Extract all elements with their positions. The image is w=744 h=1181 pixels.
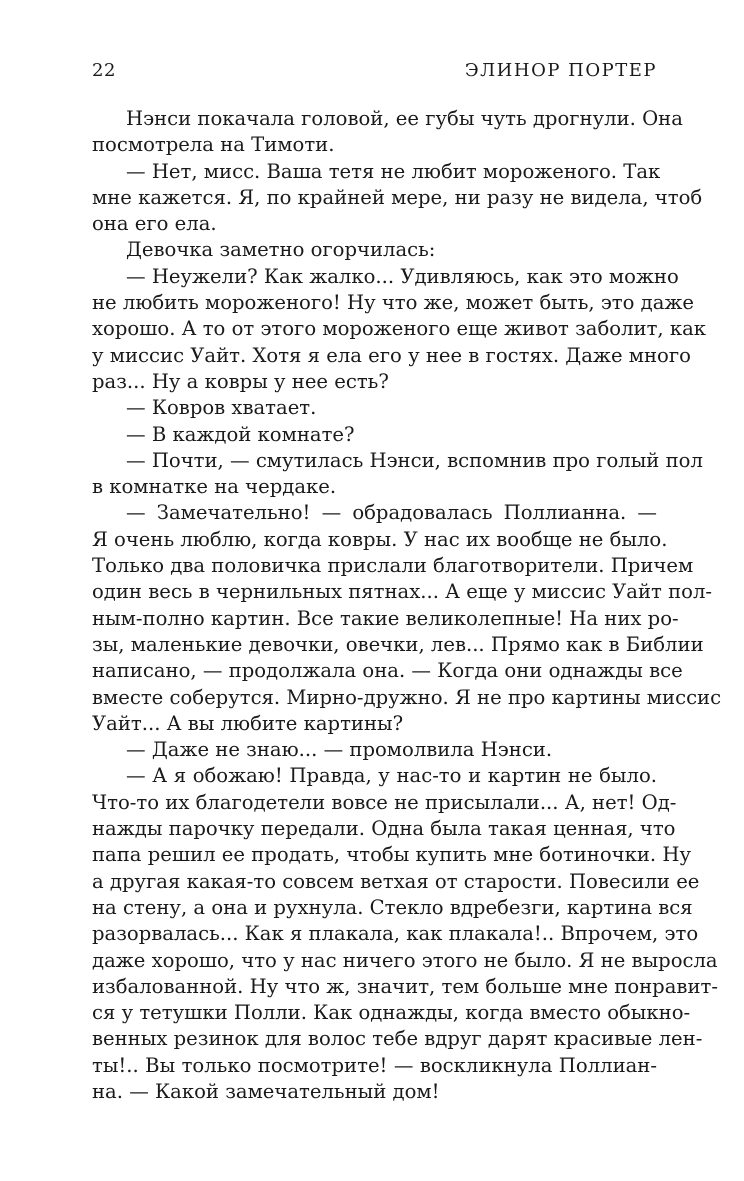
text-line: ным-полно картин. Все такие великолепные! На них ро- xyxy=(92,606,679,630)
page-number: 22 xyxy=(92,60,116,81)
text-line: она его ела. xyxy=(92,212,217,236)
text-line: не любить мороженого! Ну что же, может быть, это даже xyxy=(92,291,695,315)
running-title: ЭЛИНОР ПОРТЕР xyxy=(464,60,657,81)
text-line: Нэнси покачала головой, ее губы чуть дрогнули. Она xyxy=(126,107,683,130)
text-line: хорошо. А то от этого мороженого еще живот заболит, как xyxy=(92,317,707,341)
text-line: — Почти, — смутилась Нэнси, вспомнив про голый пол xyxy=(126,448,703,472)
text-line: ты!.. Вы только посмотрите! — воскликнула Поллиан- xyxy=(92,1053,657,1077)
text-line: Что-то их благодетели вовсе не присылали... А, нет! Од- xyxy=(92,790,677,814)
text-line: один весь в чернильных пятнах... А еще у миссис Уайт пол- xyxy=(92,580,713,604)
page-header xyxy=(92,60,657,86)
text-line: — Замечательно! — обрадовалась Поллианна. — xyxy=(126,501,657,525)
text-line: венных резинок для волос тебе вдруг дарят красивые лен- xyxy=(92,1027,703,1051)
text-line: на стену, а она и рухнула. Стекло вдребезги, картина вся xyxy=(92,895,693,919)
text-line: — Даже не знаю... — промолвила Нэнси. xyxy=(126,738,553,762)
text-line: даже хорошо, что у нас ничего этого не было. Я не выросла xyxy=(92,948,718,972)
text-line: мне кажется. Я, по крайней мере, ни разу не видела, чтоб xyxy=(92,185,703,209)
text-line: — Нет, мисс. Ваша тетя не любит мороженого. Так xyxy=(126,159,661,183)
text-line: Уайт... А вы любите картины? xyxy=(92,711,404,735)
text-line: Я очень люблю, когда ковры. У нас их вообще не было. xyxy=(92,527,668,551)
text-line: на. — Какой замечательный дом! xyxy=(92,1079,440,1103)
text-line: — Неужели? Как жалко... Удивляюсь, как это можно xyxy=(126,264,679,288)
text-line: Только два половичка прислали благотворители. Причем xyxy=(92,554,694,578)
body-text xyxy=(92,106,722,1105)
text-line: Девочка заметно огорчилась: xyxy=(126,238,436,262)
text-line: у миссис Уайт. Хотя я ела его у нее в гостях. Даже много xyxy=(92,343,691,367)
text-line: папа решил ее продать, чтобы купить мне ботиночки. Ну xyxy=(92,843,691,867)
text-line: зы, маленькие девочки, овечки, лев... Прямо как в Библии xyxy=(92,632,704,656)
text-line: вместе соберутся. Мирно-дружно. Я не про картины миссис xyxy=(92,685,722,709)
text-line: нажды парочку передали. Одна была такая ценная, что xyxy=(92,817,676,841)
text-line: — А я обожаю! Правда, у нас-то и картин не было. xyxy=(126,764,657,788)
text-line: раз... Ну а ковры у нее есть? xyxy=(92,369,389,393)
text-line: — Ковров хватает. xyxy=(126,396,317,420)
text-line: разорвалась... Как я плакала, как плакала!.. Впрочем, это xyxy=(92,922,699,946)
text-line: а другая какая-то совсем ветхая от старости. Повесили ее xyxy=(92,869,700,893)
text-line: написано, — продолжала она. — Когда они однажды все xyxy=(92,659,683,683)
text-line: ся у тетушки Полли. Как однажды, когда вместо обыкно- xyxy=(92,1001,691,1025)
text-line: посмотрела на Тимоти. xyxy=(92,133,335,157)
text-line: в комнатке на чердаке. xyxy=(92,475,337,499)
text-line: — В каждой комнате? xyxy=(126,422,355,446)
text-line: избалованной. Ну что ж, значит, тем больше мне понравит- xyxy=(92,974,718,998)
